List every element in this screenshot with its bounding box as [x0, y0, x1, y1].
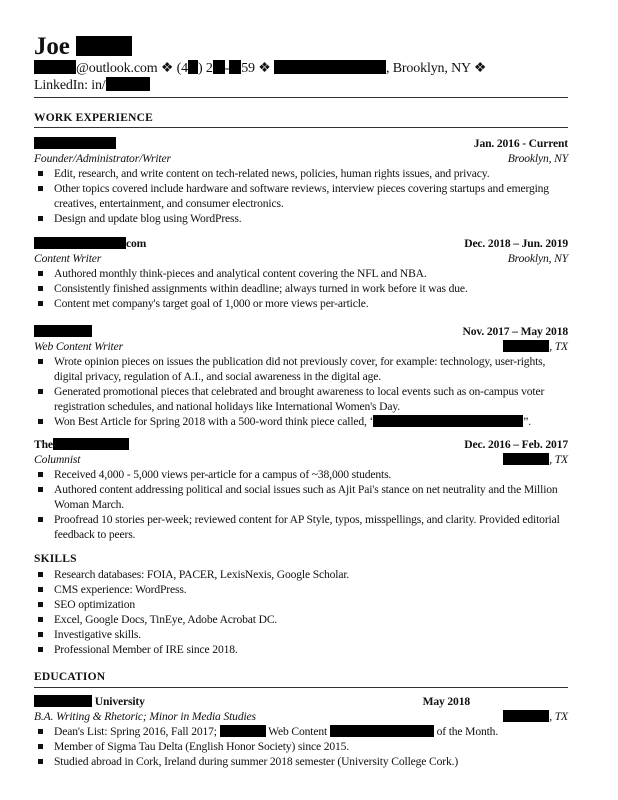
skill-item: SEO optimization [34, 597, 568, 612]
job-date: Dec. 2018 – Jun. 2019 [464, 237, 568, 250]
bullet-item: Dean's List: Spring 2016, Fall 2017; Web Content of the Month. [34, 724, 568, 739]
bullet-item: Member of Sigma Tau Delta (English Honor Society) since 2015. [34, 739, 568, 754]
job-role: Columnist [34, 453, 81, 466]
job-date: Jan. 2016 - Current [473, 137, 568, 150]
education-entry [34, 694, 568, 769]
skill-item: Excel, Google Docs, TinEye, Adobe Acrobat DC. [34, 612, 568, 627]
redaction [34, 325, 92, 337]
divider [34, 127, 568, 128]
bullet-item: Other topics covered include hardware and software reviews, interview pieces covering startups and emerging [34, 181, 568, 196]
redaction [34, 237, 126, 249]
bullet-item: Design and update blog using WordPress. [34, 211, 568, 226]
job-role: Web Content Writer [34, 340, 123, 353]
skills-section [34, 552, 568, 657]
redaction [274, 60, 386, 74]
bullet-item: Wrote opinion pieces on issues the publication did not previously cover, for example: technology, user-rights, [34, 354, 568, 369]
job-entry: Nov. 2017 – May 2018 Web Content Writer , TX Wrote opinion pieces on issues the publication did not previously cover, for example: technology, user-rights, digital privacy, regulation of A.I., and social awareness in the digital age. Generated promotional pieces that celebrated and brought awareness to local events such as on-campus voter registration schedules, and national holidays like International Women's Day. Won Best Article for Spring 2018 with a 500-word think piece called, ‘ ”. [34, 325, 568, 428]
skill-item: CMS experience: WordPress. [34, 582, 568, 597]
section-heading-work: WORK EXPERIENCE [34, 112, 153, 124]
redaction [53, 438, 129, 450]
job-role: Content Writer [34, 252, 102, 265]
job-role: Founder/Administrator/Writer [34, 152, 171, 165]
bullet-item: Proofread 10 stories per-week; reviewed content for AP Style, typos, misspellings, and clarity. Provided editorial [34, 512, 568, 527]
redaction [503, 710, 549, 722]
email: @outlook.com [76, 61, 158, 76]
degree: B.A. Writing & Rhetoric; Minor in Media Studies [34, 710, 256, 723]
redaction [34, 137, 116, 149]
linkedin-line: LinkedIn: in/ [34, 77, 568, 94]
job-location: Brooklyn, NY [507, 252, 568, 265]
bullet-item: Content met company's target goal of 1,000 or more views per-article. [34, 296, 568, 311]
job-date: Nov. 2017 – May 2018 [462, 325, 568, 338]
job-entry: The Dec. 2016 – Feb. 2017 Columnist , TX Received 4,000 - 5,000 views per-article for a campus of ~38,000 students. Authored content addressing political and social issues such as Ajit Pai's stance on net neutrality and the Million Woman March. Proofread 10 stories per-week; reviewed content for AP Style, typos, misspellings, and clarity. Provided editorial feedback to peers. [34, 438, 568, 541]
redaction [34, 60, 76, 74]
redaction [106, 77, 150, 91]
school-name: University [92, 695, 145, 708]
redaction [213, 60, 225, 74]
redaction [229, 60, 241, 74]
divider [34, 687, 568, 688]
skill-item: Investigative skills. [34, 627, 568, 642]
divider [34, 97, 568, 98]
education-date: May 2018 [422, 695, 470, 708]
job-location: Brooklyn, NY [507, 152, 568, 165]
applicant-name: Joe [34, 34, 568, 60]
job-location: , TX [503, 452, 568, 467]
bullet-item: Studied abroad in Cork, Ireland during summer 2018 semester (University College Cork.) [34, 754, 568, 769]
bullet-item: Generated promotional pieces that celebrated and brought awareness to local events such as on-campus voter [34, 384, 568, 399]
section-heading-education: EDUCATION [34, 671, 106, 683]
redaction [220, 725, 266, 737]
bullet-item: Authored content addressing political and social issues such as Ajit Pai's stance on net neutrality and the Million [34, 482, 568, 497]
bullet-item: Received 4,000 - 5,000 views per-article for a campus of ~38,000 students. [34, 467, 568, 482]
redaction [188, 60, 198, 74]
redaction [503, 453, 549, 465]
education-location: , TX [503, 709, 568, 724]
redaction [76, 36, 132, 56]
redaction [330, 725, 434, 737]
skill-item: Professional Member of IRE since 2018. [34, 642, 568, 657]
job-entry: com Dec. 2018 – Jun. 2019 Content Writer Brooklyn, NY Authored monthly think-pieces and analytical content covering the NFL and NBA. Consistently finished assignments within deadline; always turned in work before it was due. Content met company's target goal of 1,000 or more views per-article. [34, 237, 568, 310]
bullet-item: Consistently finished assignments within deadline; always turned in work before it was due. [34, 281, 568, 296]
job-date: Dec. 2016 – Feb. 2017 [464, 438, 568, 451]
skill-item: Research databases: FOIA, PACER, LexisNexis, Google Scholar. [34, 567, 568, 582]
job-entry: Jan. 2016 - Current Founder/Administrator/Writer Brooklyn, NY Edit, research, and write content on tech-related news, policies, human rights issues, and privacy. Other topics covered include hardware and software reviews, interview pieces covering startups and emerging creatives, entertainment, and consumer electronics. Design and update blog using WordPress. [34, 137, 568, 225]
bullet-item: Won Best Article for Spring 2018 with a 500-word think piece called, ‘ ”. [34, 414, 568, 429]
job-location: , TX [503, 339, 568, 354]
redaction [34, 695, 92, 707]
section-heading-skills: SKILLS [34, 553, 77, 565]
redaction [373, 415, 523, 427]
bullet-item: Edit, research, and write content on tech-related news, policies, human rights issues, and privacy. [34, 166, 568, 181]
bullet-item: Authored monthly think-pieces and analytical content covering the NFL and NBA. [34, 266, 568, 281]
resume-header [34, 34, 568, 94]
contact-line: @outlook.com ❖ (4 ) 2 - 59 ❖ , Brooklyn, NY ❖ [34, 60, 568, 77]
redaction [503, 340, 549, 352]
